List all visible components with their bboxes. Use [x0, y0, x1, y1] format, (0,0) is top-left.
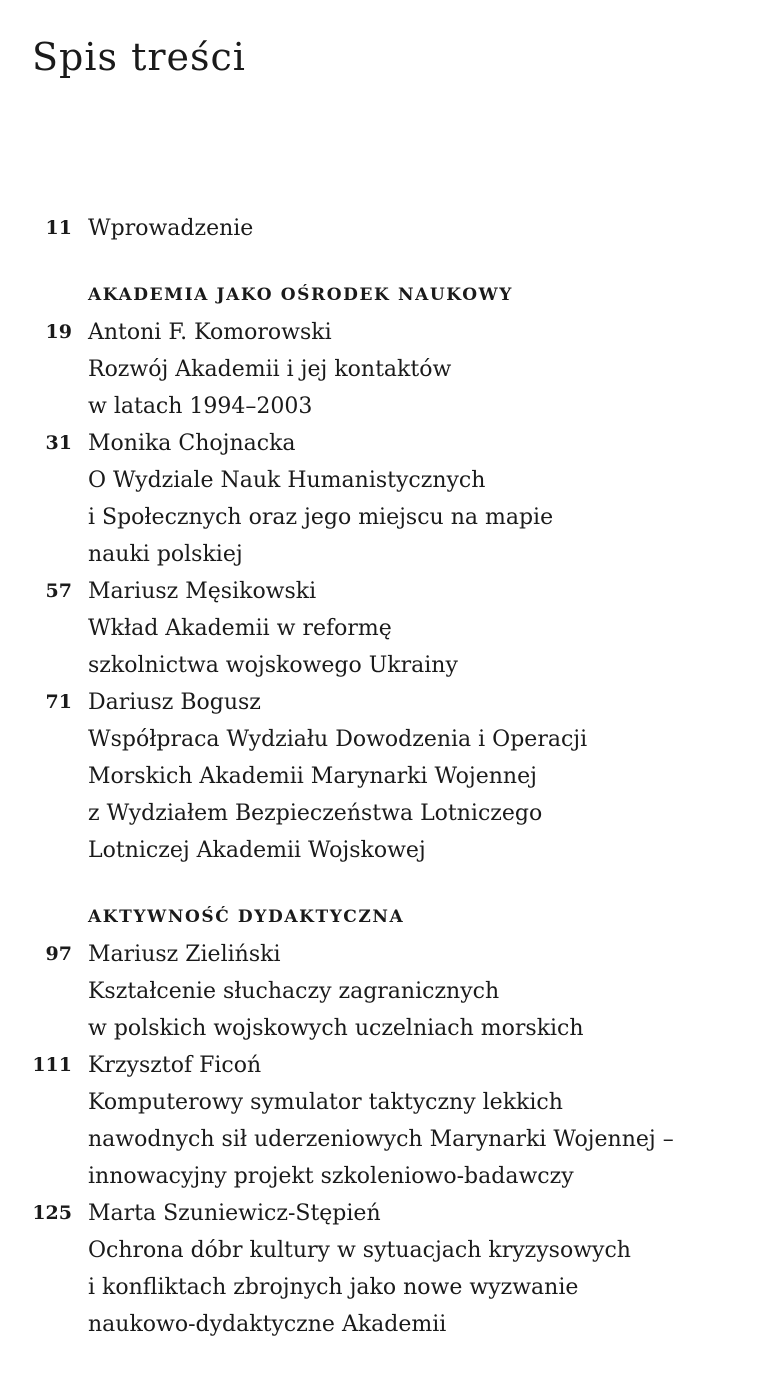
- entry-title-text: Morskich Akademii Marynarki Wojennej: [88, 764, 537, 789]
- entry-title-text: i Społecznych oraz jego miejscu na mapie: [88, 505, 554, 530]
- entry-title-line: [0, 795, 760, 832]
- page-number: 11: [45, 217, 72, 239]
- entry-title-line: [0, 973, 760, 1010]
- page-number: 57: [45, 580, 72, 602]
- entry-author: Antoni F. Komorowski: [88, 320, 332, 345]
- entry-title-text: Wkład Akademii w reformę: [88, 616, 392, 641]
- entry-author: Dariusz Bogusz: [88, 690, 261, 715]
- entry-author: Mariusz Zieliński: [88, 942, 281, 967]
- entry-title-text: w polskich wojskowych uczelniach morskich: [88, 1016, 584, 1041]
- entry-title-text: nauki polskiej: [88, 542, 243, 567]
- entry-title-line: [0, 610, 760, 647]
- entry-title-line: [0, 1232, 760, 1269]
- page-number: 97: [45, 943, 72, 965]
- page-number: 31: [45, 432, 72, 454]
- entry-title-text: O Wydziale Nauk Humanistycznych: [88, 468, 486, 493]
- page-number: 125: [32, 1202, 72, 1224]
- entry-title-line: [0, 647, 760, 684]
- entry-title-text: Współpraca Wydziału Dowodzenia i Operacji: [88, 727, 588, 752]
- entry-title-line: [0, 1306, 760, 1343]
- entry-title-line: [0, 536, 760, 573]
- entry-title-text: Rozwój Akademii i jej kontaktów: [88, 357, 452, 382]
- section-heading-text: AKTYWNOŚĆ DYDAKTYCZNA: [88, 907, 405, 927]
- toc-entry: [0, 573, 760, 684]
- section-heading: [0, 277, 760, 314]
- table-of-contents: [0, 210, 760, 1343]
- entry-author: Marta Szuniewicz-Stępień: [88, 1201, 381, 1226]
- toc-entry: [0, 1195, 760, 1343]
- entry-author-line: [0, 1195, 760, 1232]
- entry-title-text: Ochrona dóbr kultury w sytuacjach kryzysowych: [88, 1238, 631, 1263]
- entry-title-line: [0, 462, 760, 499]
- entry-title-text: innowacyjny projekt szkoleniowo-badawczy: [88, 1164, 574, 1189]
- page-title: Spis treści: [32, 35, 246, 80]
- page-number: 111: [32, 1054, 72, 1076]
- entry-title-text: Kształcenie słuchaczy zagranicznych: [88, 979, 500, 1004]
- entry-title-text: Lotniczej Akademii Wojskowej: [88, 838, 426, 863]
- entry-author-line: [0, 684, 760, 721]
- toc-entry: [0, 314, 760, 425]
- entry-title-text: w latach 1994–2003: [88, 394, 313, 419]
- entry-title-text: szkolnictwa wojskowego Ukrainy: [88, 653, 458, 678]
- entry-title-line: [0, 721, 760, 758]
- entry-author-line: [0, 936, 760, 973]
- page-number: 71: [45, 691, 72, 713]
- entry-title-line: [0, 832, 760, 869]
- entry-author: Krzysztof Ficoń: [88, 1053, 262, 1078]
- entry-title-line: [0, 1084, 760, 1121]
- entry-author-line: [0, 314, 760, 351]
- entry-title-line: [0, 388, 760, 425]
- entry-title-line: [0, 351, 760, 388]
- entry-title-line: [0, 1121, 760, 1158]
- entry-author: Monika Chojnacka: [88, 431, 296, 456]
- entry-author-line: [0, 573, 760, 610]
- toc-entry: [0, 425, 760, 573]
- entry-title-text: nawodnych sił uderzeniowych Marynarki Wojennej –: [88, 1127, 674, 1152]
- page-number: 19: [45, 321, 72, 343]
- entry-title-text: naukowo-dydaktyczne Akademii: [88, 1312, 447, 1337]
- entry-title-line: [0, 758, 760, 795]
- toc-entry: [0, 936, 760, 1047]
- entry-title-text: Komputerowy symulator taktyczny lekkich: [88, 1090, 563, 1115]
- toc-entry: [0, 684, 760, 869]
- toc-entry-intro: [0, 210, 760, 247]
- section-heading: [0, 899, 760, 936]
- entry-title-line: [0, 1269, 760, 1306]
- entry-title-line: [0, 499, 760, 536]
- toc-entry: [0, 1047, 760, 1195]
- entry-title-text: i konfliktach zbrojnych jako nowe wyzwanie: [88, 1275, 579, 1300]
- entry-author-line: [0, 1047, 760, 1084]
- entry-title: Wprowadzenie: [88, 216, 254, 241]
- entry-title-line: [0, 1158, 760, 1195]
- entry-title-text: z Wydziałem Bezpieczeństwa Lotniczego: [88, 801, 543, 826]
- entry-author-line: [0, 425, 760, 462]
- entry-title-line: [0, 1010, 760, 1047]
- entry-author: Mariusz Męsikowski: [88, 579, 317, 604]
- section-heading-text: AKADEMIA JAKO OŚRODEK NAUKOWY: [88, 285, 514, 305]
